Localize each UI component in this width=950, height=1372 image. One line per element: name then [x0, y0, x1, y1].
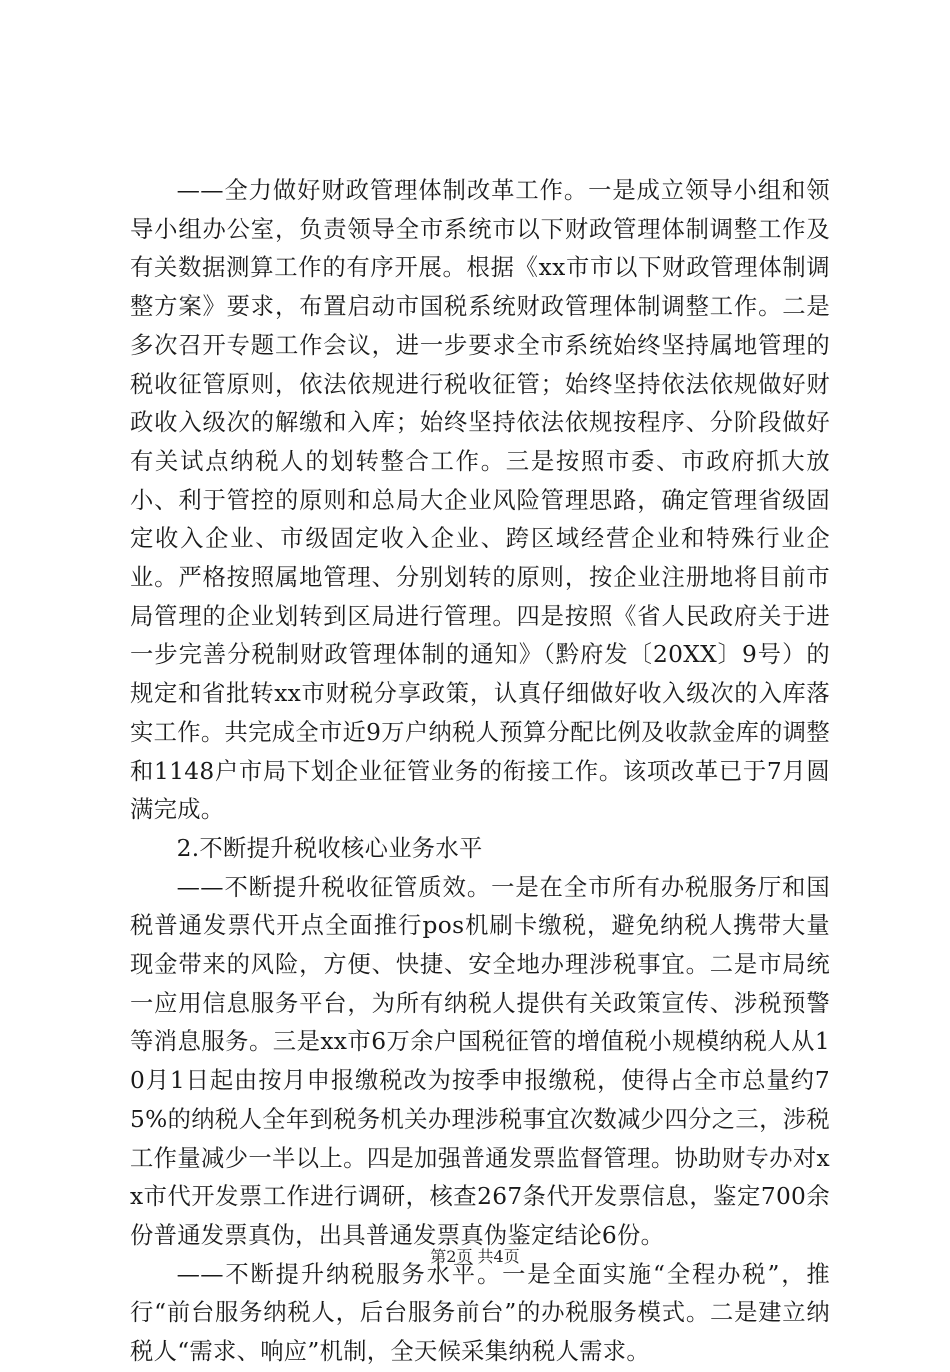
paragraph-tax-collection: ——不断提升税收征管质效。一是在全市所有办税服务厅和国税普通发票代开点全面推行pos机刷卡缴税，避免纳税人携带大量现金带来的风险，方便、快捷、安全地办理涉税事宜。二是市局统一应用信息服务平台，为所有纳税人提供有关政策宣传、涉税预警等消息服务。三是xx市6万余户国税征管的增值税小规模纳税人从10月1日起由按月申报缴税改为按季申报缴税，使得占全市总量约75%的纳税人全年到税务机关办理涉税事宜次数减少四分之三，涉税工作量减少一半以上。四是加强普通发票监督管理。协助财专办对xx市代开发票工作进行调研，核查267条代开发票信息，鉴定700余份普通发票真伪，出具普通发票真伪鉴定结论6份。: [130, 873, 830, 1249]
paragraph-taxpayer-service: ——不断提升纳税服务水平。一是全面实施“全程办税”，推行“前台服务纳税人，后台服务前台”的办税服务模式。二是建立纳税人“需求、响应”机制，全天候采集纳税人需求。: [130, 1260, 830, 1366]
paragraph-fiscal-reform: ——全力做好财政管理体制改革工作。一是成立领导小组和领导小组办公室，负责领导全市系统市以下财政管理体制调整工作及有关数据测算工作的有序开展。根据《xx市市以下财政管理体制调整方案》要求，布置启动市国税系统财政管理体制调整工作。二是多次召开专题工作会议，进一步要求全市系统始终坚持属地管理的税收征管原则，依法依规进行税收征管；始终坚持依法依规做好财政收入级次的解缴和入库；始终坚持依法依规按程序、分阶段做好有关试点纳税人的划转整合工作。三是按照市委、市政府抓大放小、利于管控的原则和总局大企业风险管理思路，确定管理省级固定收入企业、市级固定收入企业、跨区域经营企业和特殊行业企业。严格按照属地管理、分别划转的原则，按企业注册地将目前市局管理的企业划转到区局进行管理。四是按照《省人民政府关于进一步完善分税制财政管理体制的通知》（黔府发〔20XX〕9号）的规定和省批转xx市财税分享政策，认真仔细做好收入级次的入库落实工作。共完成全市近9万户纳税人预算分配比例及收款金库的调整和1148户市局下划企业征管业务的衔接工作。该项改革已于7月圆满完成。: [130, 177, 830, 824]
section-heading: 2.不断提升税收核心业务水平: [176, 834, 483, 862]
document-body: [130, 172, 830, 1372]
page-footer: 第2页 共4页: [430, 1247, 520, 1266]
